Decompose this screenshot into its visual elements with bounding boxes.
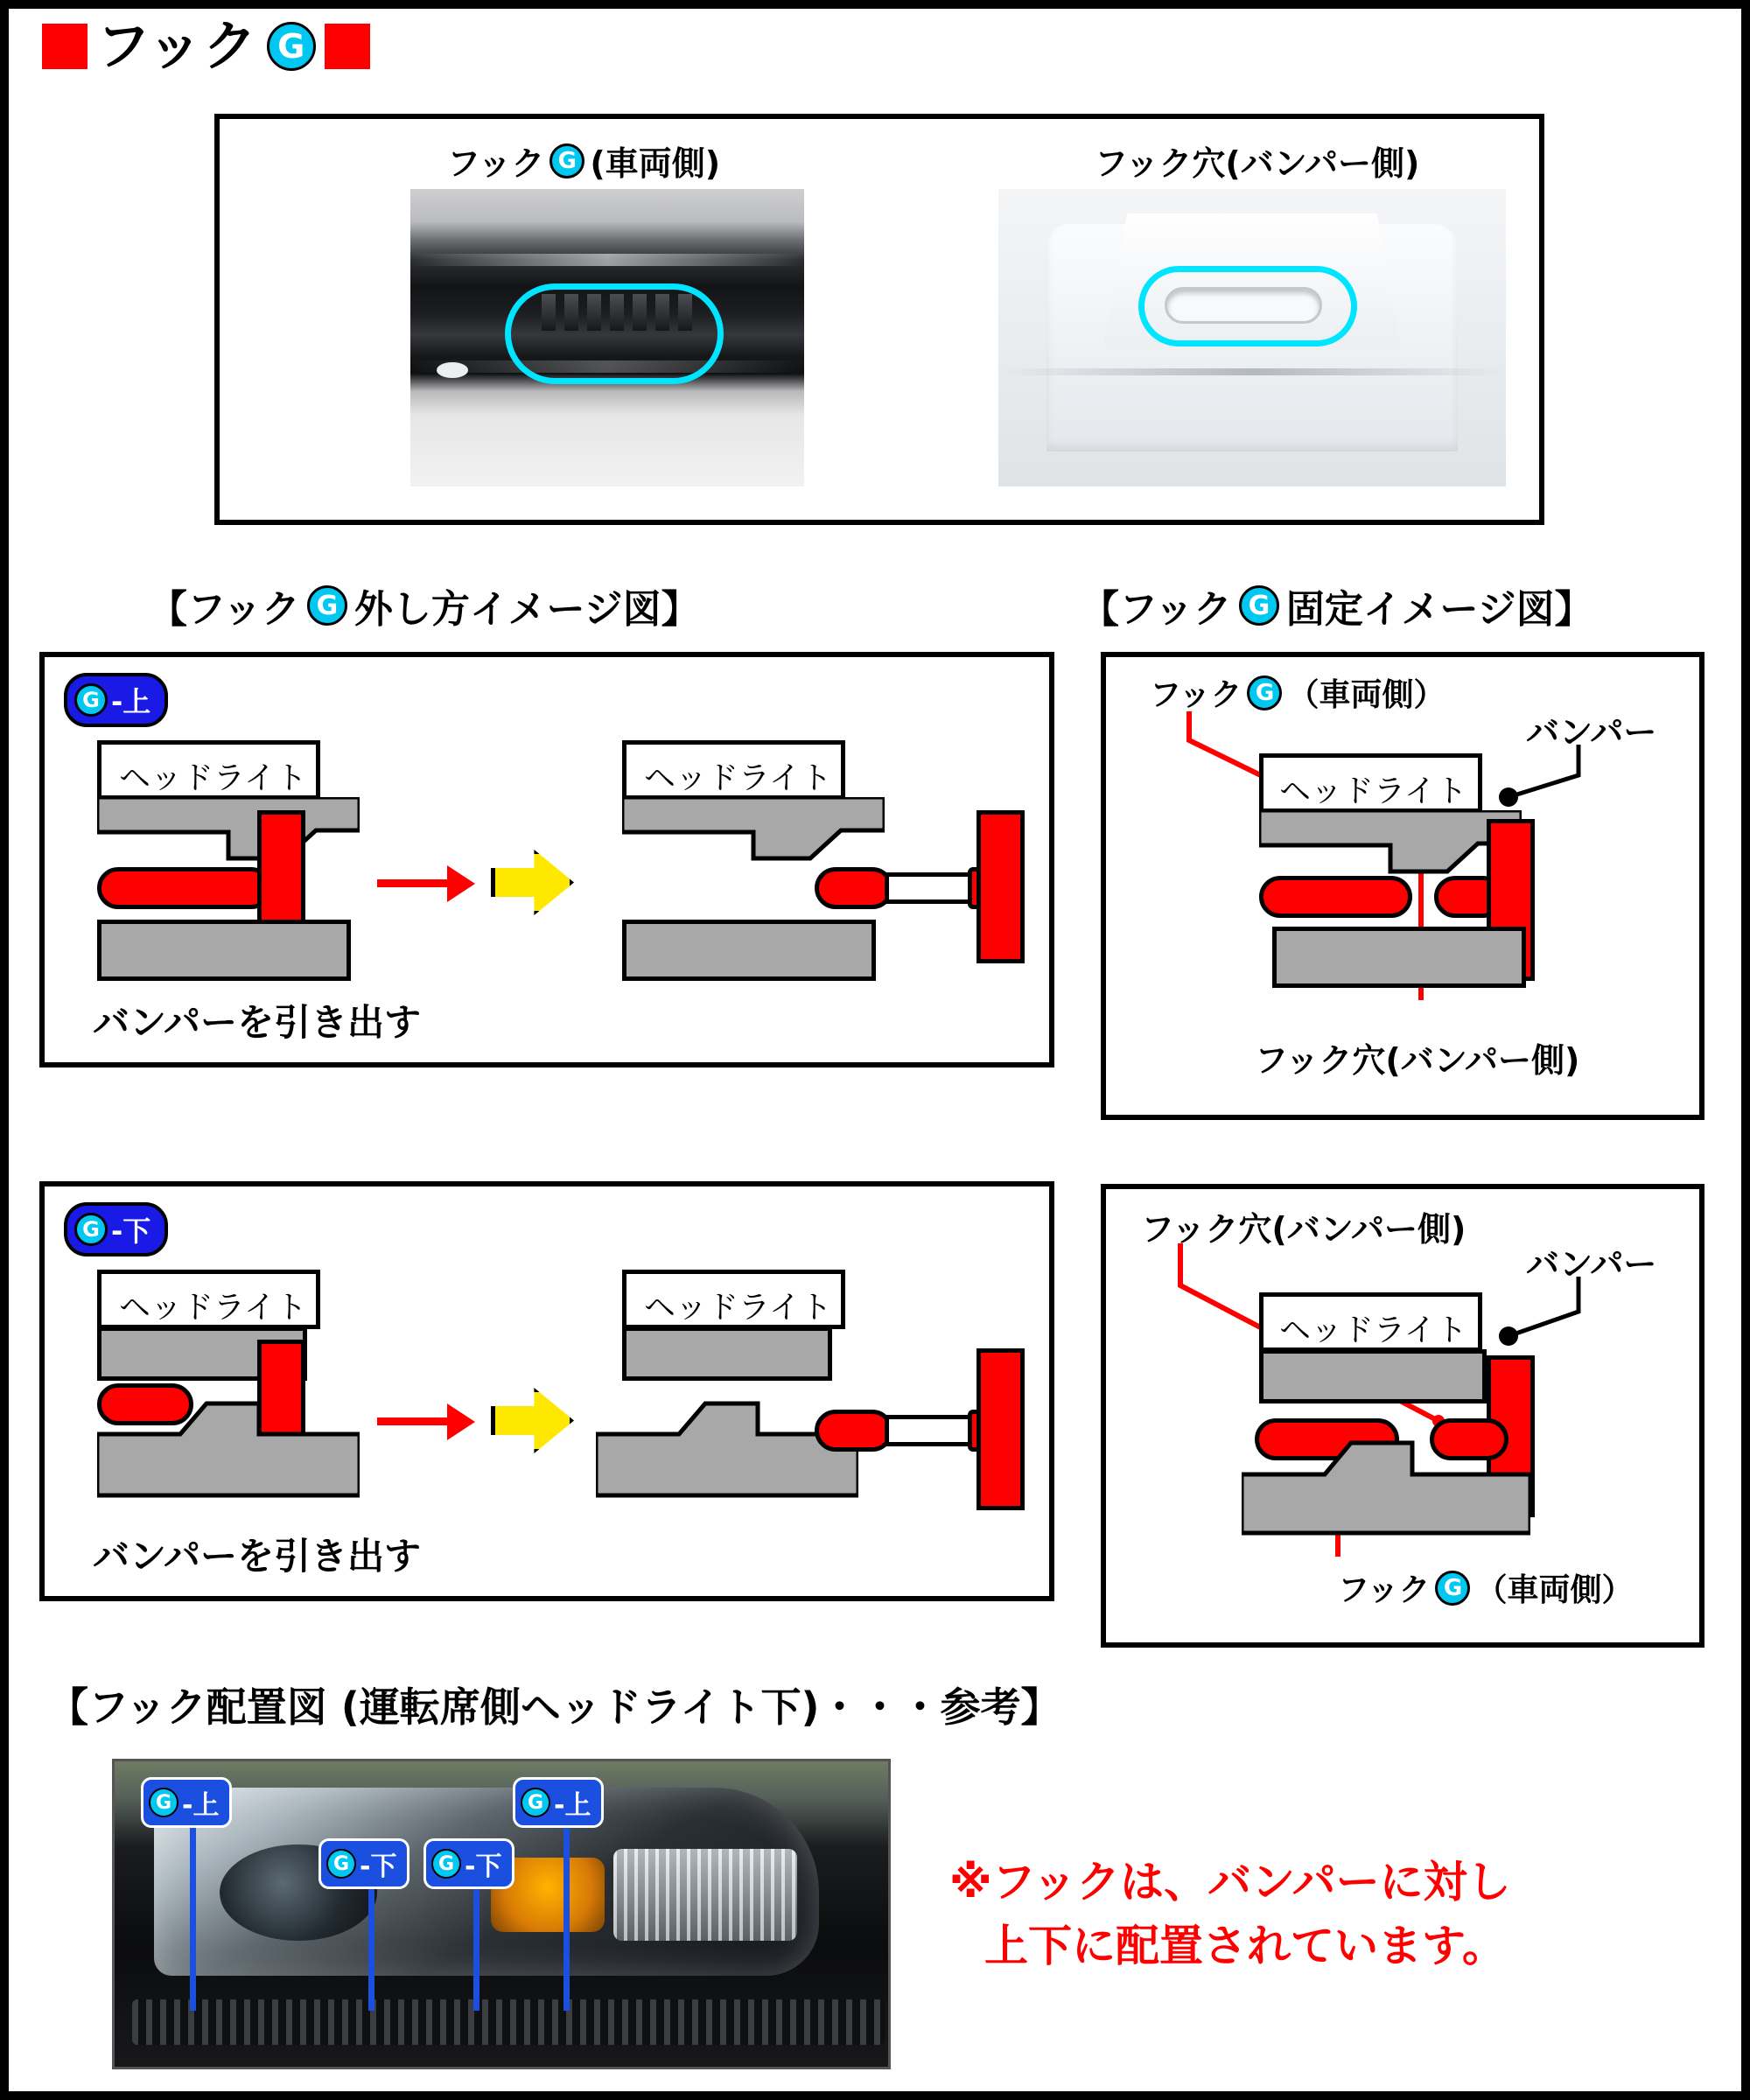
tag-g-upper-badge: G xyxy=(74,683,108,717)
marker-line-2 xyxy=(564,1823,570,2011)
diagram-removal-upper xyxy=(39,652,1054,1068)
fixing-lower-hook-label xyxy=(1338,1565,1634,1610)
tag-g-upper xyxy=(64,673,168,727)
headlight-reflector-grid xyxy=(613,1849,797,1941)
photo-shadow-line xyxy=(998,368,1506,375)
bottom-note-line1: ※フックは、バンパーに対し xyxy=(949,1857,1511,1908)
headlight-label-upper-1: ヘッドライト xyxy=(119,760,307,796)
marker-g-upper-right-badge: G xyxy=(521,1788,550,1817)
headlight-label-lower-1: ヘッドライト xyxy=(119,1290,307,1326)
fixing-lower-lower-panel xyxy=(1242,1432,1530,1537)
headlight-body-lower-2 xyxy=(622,1326,832,1381)
marker-g-lower-left xyxy=(318,1838,410,1889)
marker-g-upper-right-text: -上 xyxy=(554,1790,592,1821)
section-heading-fixing-suffix: 固定イメージ図】 xyxy=(1285,587,1593,632)
red-square-icon-2 xyxy=(325,24,370,69)
marker-line-1 xyxy=(190,1823,196,2011)
bumper-grille xyxy=(132,1999,885,2045)
section-heading-removal-suffix: 外し方イメージ図】 xyxy=(354,587,700,632)
cyan-highlight-ring-2 xyxy=(1138,266,1357,346)
headlight-label-upper-2: ヘッドライト xyxy=(644,760,832,796)
hook-layout-photo xyxy=(112,1759,891,2069)
photo-left-caption-suffix: (車両側) xyxy=(590,144,721,183)
marker-g-upper-left xyxy=(141,1777,232,1828)
lower-panel-upper-2 xyxy=(622,920,876,981)
section-heading-fixing-badge: G xyxy=(1239,585,1279,626)
instruction-upper: バンパーを引き出す xyxy=(93,1001,422,1044)
fixing-lower-bumper-label: バンパー xyxy=(1526,1245,1657,1284)
section-heading-removal xyxy=(149,578,700,634)
fixing-upper-hook-label-suffix: （車両側） xyxy=(1287,677,1446,713)
fixing-lower-hook-label-prefix: フック xyxy=(1338,1572,1431,1608)
marker-g-lower-right-badge: G xyxy=(431,1849,461,1879)
marker-line-3 xyxy=(368,1880,374,2011)
yellow-arrow-upper xyxy=(491,850,574,915)
section-heading-fixing-prefix: 【フック xyxy=(1081,587,1232,632)
bumper-vertical-upper-2 xyxy=(976,810,1025,963)
bumper-clip-upper-1 xyxy=(97,867,272,909)
photo-right-caption-text: フック穴(バンパー側) xyxy=(1095,144,1420,183)
fixing-upper-hook-label-badge: G xyxy=(1247,676,1282,710)
marker-g-upper-left-text: -上 xyxy=(182,1790,220,1821)
red-square-icon xyxy=(42,24,88,69)
marker-g-lower-right xyxy=(424,1838,514,1889)
bottom-heading: 【フック配置図 (運転席側ヘッドライト下)・・・参考】 xyxy=(48,1684,1061,1731)
section-heading-removal-prefix: 【フック xyxy=(149,587,300,632)
fixing-lower-hook-label-suffix: （車両側） xyxy=(1475,1572,1634,1608)
red-arrow-shaft-upper xyxy=(377,879,452,887)
fixing-upper-hole-label: フック穴(バンパー側) xyxy=(1255,1041,1580,1080)
marker-g-upper-right xyxy=(513,1777,604,1828)
fixing-upper-bumper-label: バンパー xyxy=(1526,713,1657,752)
photo-bumper-side-hole xyxy=(998,189,1506,486)
diagram-removal-lower xyxy=(39,1181,1054,1601)
photo-left-caption-badge: G xyxy=(550,144,584,178)
lower-panel-lower-1 xyxy=(97,1395,360,1500)
marker-g-lower-left-badge: G xyxy=(326,1849,356,1879)
fixing-lower-hole-label: フック穴(バンパー側) xyxy=(1141,1210,1466,1249)
marker-g-lower-right-text: -下 xyxy=(465,1852,502,1882)
red-arrow-head-upper xyxy=(447,865,475,906)
fixing-upper-hook-label-prefix: フック xyxy=(1150,677,1242,713)
section-heading-fixing xyxy=(1081,578,1593,634)
headlight-label-lower-2: ヘッドライト xyxy=(644,1290,832,1326)
lower-panel-upper-1 xyxy=(97,920,351,981)
photo-highlight-streak xyxy=(410,254,804,266)
diagram-fixing-lower xyxy=(1101,1184,1704,1648)
fixing-lower-hook-label-badge: G xyxy=(1435,1571,1470,1606)
hook-g-badge: G xyxy=(267,22,316,71)
fixing-upper-lower-panel xyxy=(1272,927,1526,988)
tag-g-lower xyxy=(64,1202,168,1256)
marker-g-upper-left-badge: G xyxy=(149,1788,178,1817)
red-arrow-head-lower xyxy=(447,1404,475,1444)
tag-g-upper-text: -上 xyxy=(111,685,151,718)
red-arrow-shaft-lower xyxy=(377,1418,452,1425)
tag-g-lower-badge: G xyxy=(74,1213,108,1246)
fixing-lower-headlight-label: ヘッドライト xyxy=(1279,1312,1467,1348)
tag-g-lower-text: -下 xyxy=(111,1214,151,1248)
photo-spec xyxy=(437,362,468,378)
yellow-arrow-lower xyxy=(491,1388,574,1453)
instruction-lower: バンパーを引き出す xyxy=(93,1535,422,1578)
fixing-lower-headlight-body xyxy=(1259,1349,1487,1404)
marker-g-lower-left-text: -下 xyxy=(360,1852,397,1882)
section-heading-removal-badge: G xyxy=(307,585,347,626)
bottom-note-line2: 上下に配置されています。 xyxy=(984,1920,1506,1971)
photo-panel xyxy=(214,114,1544,525)
bottom-note xyxy=(949,1851,1511,1978)
photo-vehicle-side-hook xyxy=(410,189,804,486)
photo-left-caption-prefix: フック xyxy=(447,144,545,183)
fixing-upper-bumper-clip-left xyxy=(1259,876,1412,918)
diagram-fixing-upper xyxy=(1101,652,1704,1120)
bumper-clip-upper-2 xyxy=(815,867,893,909)
bumper-vertical-lower-2 xyxy=(976,1348,1025,1510)
page-title-text: フック xyxy=(96,14,258,78)
fixing-upper-headlight-label: ヘッドライト xyxy=(1279,774,1467,809)
marker-line-4 xyxy=(473,1880,480,2011)
page-title xyxy=(42,14,370,78)
lower-panel-lower-2 xyxy=(596,1395,858,1500)
cyan-highlight-ring xyxy=(505,284,724,384)
photo-right-caption xyxy=(1095,136,1419,185)
bumper-clip-lower-2 xyxy=(815,1410,893,1452)
photo-left-caption xyxy=(447,136,720,185)
